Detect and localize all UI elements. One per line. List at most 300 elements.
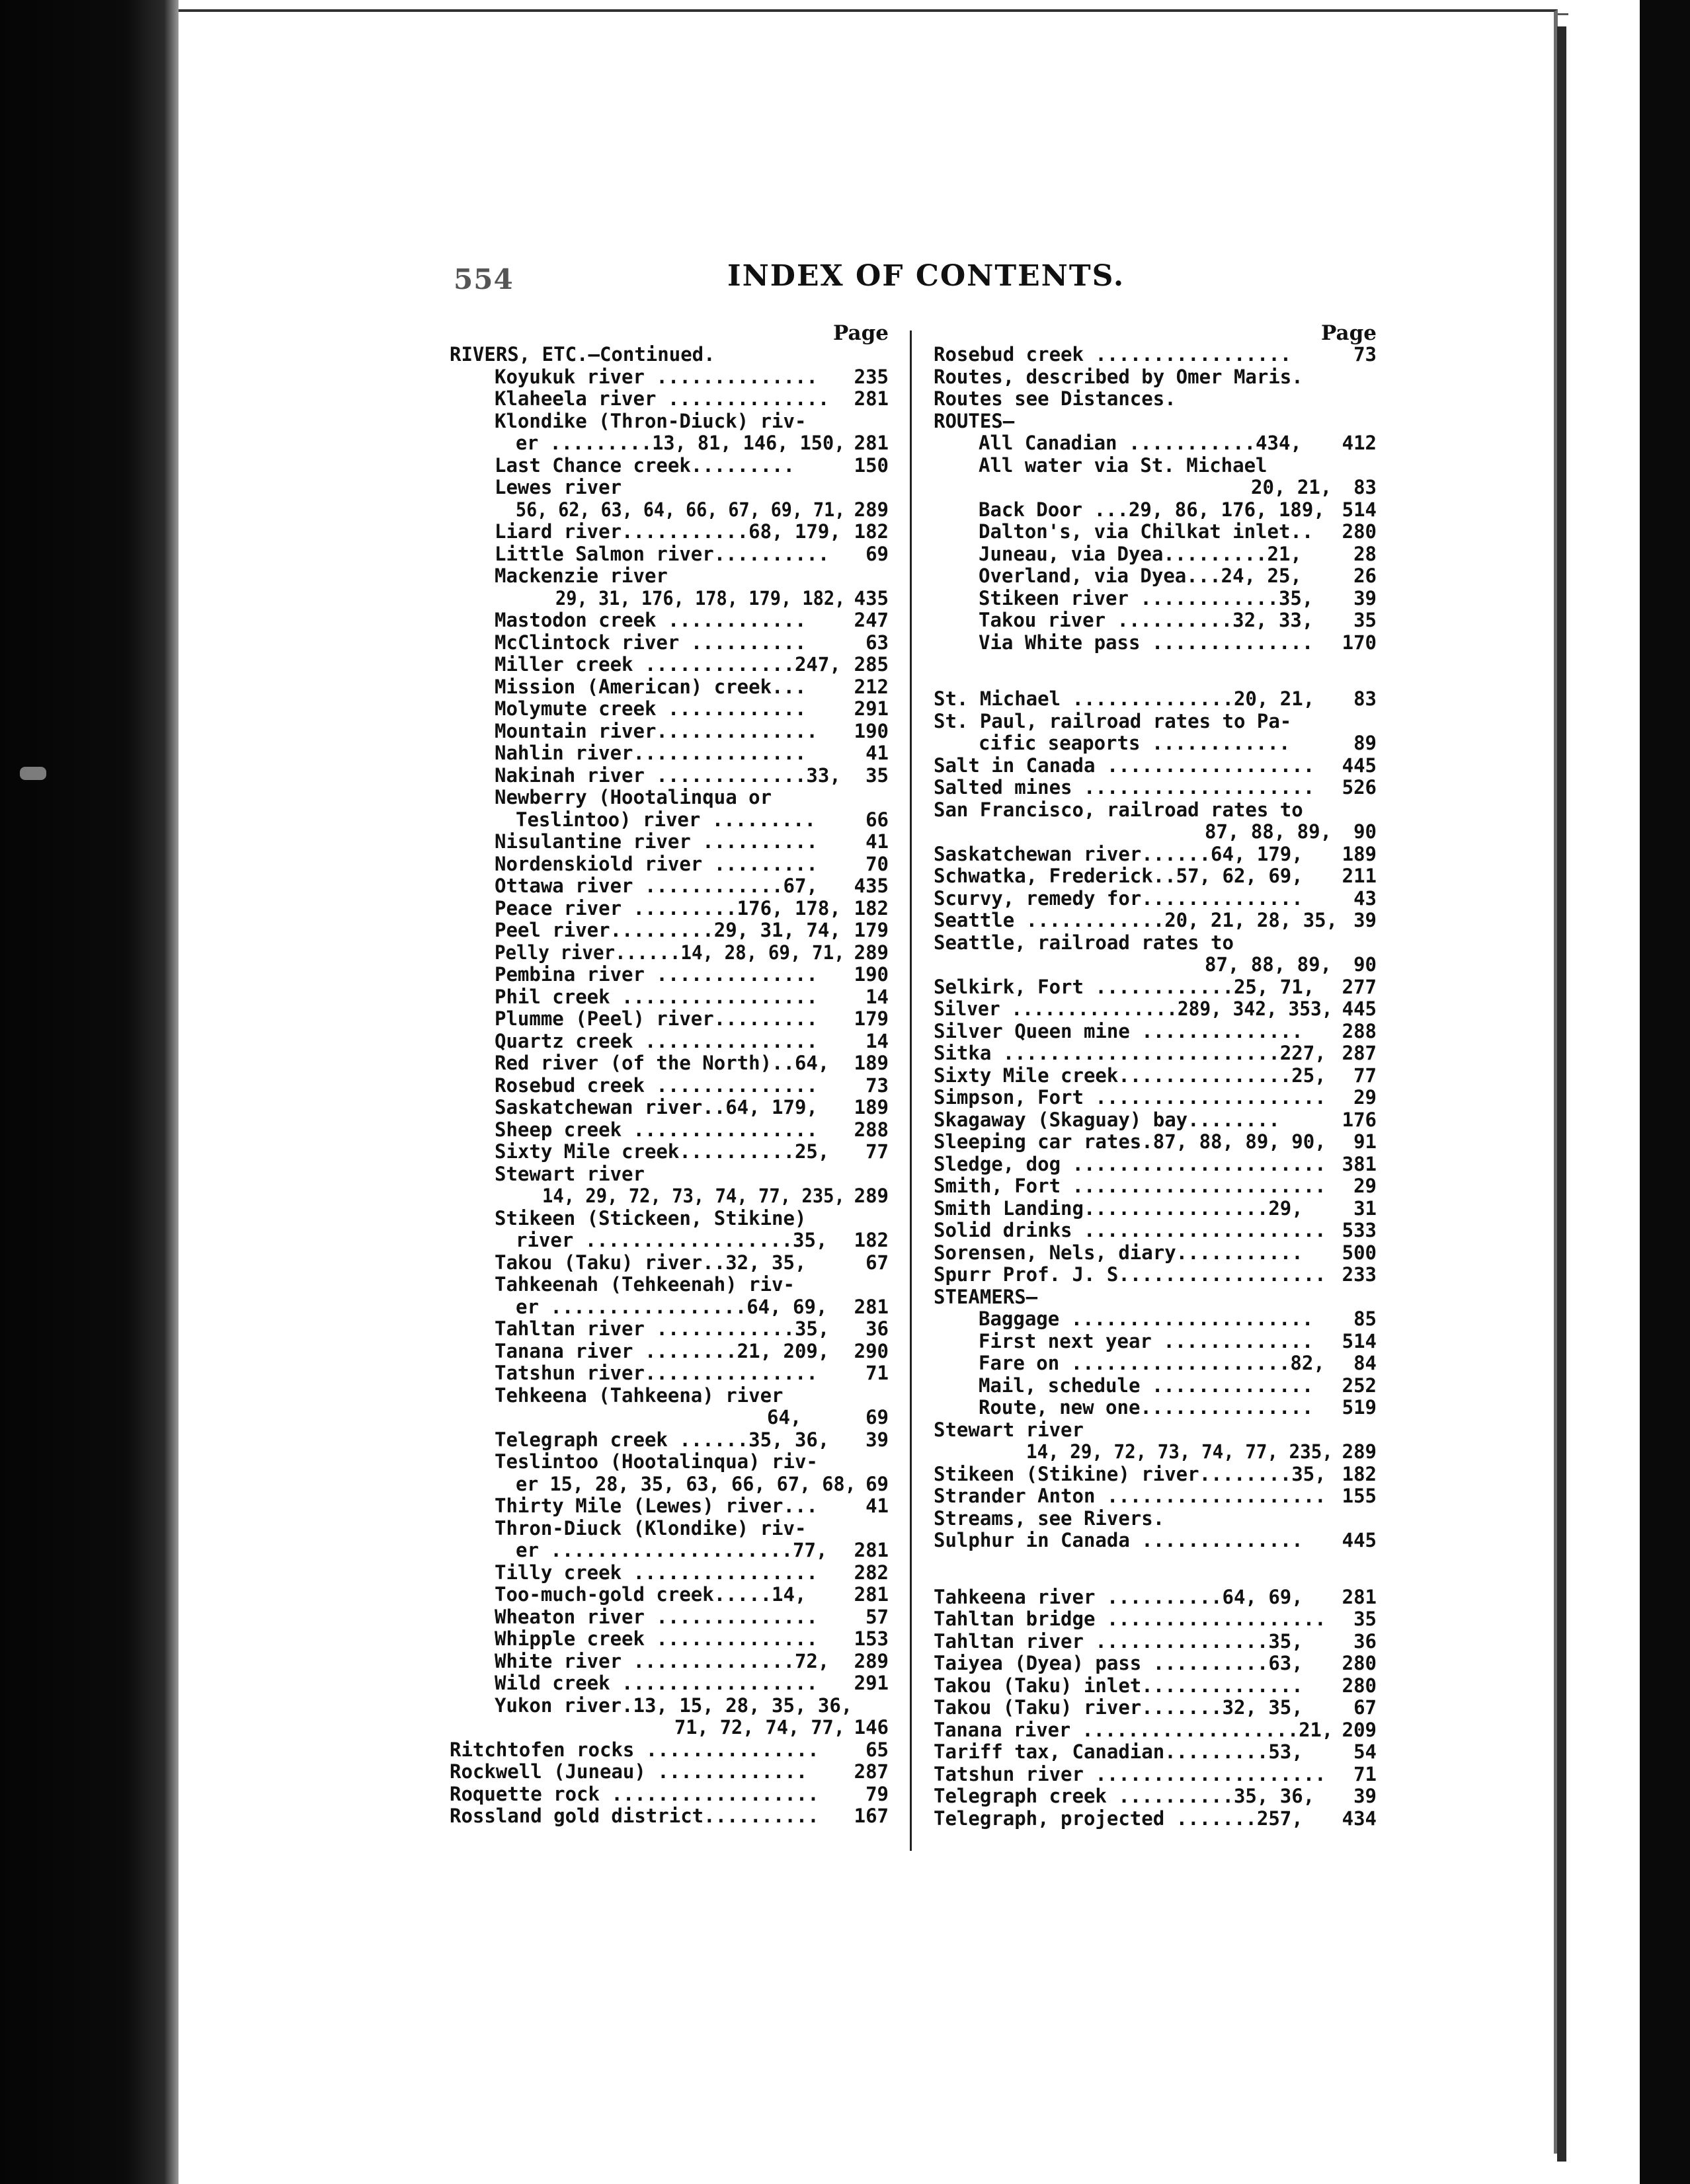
entry-page-ref: 69 [865,542,889,565]
index-entry [450,609,889,632]
entry-text: McClintock river .......... [495,631,807,654]
entry-page-ref: 69 [865,1406,889,1428]
index-entry [934,1508,1377,1530]
entry-page-ref: 179 [854,919,889,941]
index-entry [450,1075,889,1097]
index-entry [450,787,889,809]
entry-page-ref: 179 [854,1007,889,1030]
section-gap [934,654,1377,688]
index-entry [450,1341,889,1363]
index-entry [450,742,889,765]
index-entry [450,1385,889,1407]
index-entry-list [450,344,889,1828]
scan-speck [20,767,46,780]
entry-text: Sulphur in Canada .............. [934,1529,1303,1551]
index-entry [934,1485,1377,1508]
index-entry [450,1208,889,1230]
entry-text: Ottawa river ............67, [495,875,818,897]
entry-page-ref: 235 [854,365,889,388]
index-entry [450,676,889,699]
entry-page-ref: 155 [1342,1485,1377,1507]
index-entry [450,1229,889,1252]
entry-text: Tanana river ........21, 209, [495,1339,830,1362]
index-entry [450,898,889,920]
index-entry [934,1785,1377,1808]
index-entry [934,1220,1377,1242]
entry-page-ref: 85 [1353,1307,1377,1330]
entry-text: river ..................35, [516,1229,828,1251]
index-entry [450,1761,889,1783]
entry-page-ref: 211 [1342,865,1377,887]
entry-page-ref: 282 [854,1561,889,1584]
entry-text: Salted mines .................... [934,776,1315,799]
entry-page-ref: 412 [1342,432,1377,454]
entry-page-ref: 71 [865,1362,889,1384]
entry-page-ref: 233 [1342,1263,1377,1286]
index-entry [450,521,889,543]
index-entry [934,1441,1377,1463]
index-entry [450,1008,889,1031]
entry-page-ref: 289 [854,1185,889,1207]
entry-text: er 15, 28, 35, 63, 66, 67, 68, [516,1472,856,1495]
index-entry-list [934,344,1377,1830]
entry-page-ref: 29 [1353,1175,1377,1197]
entry-page-ref: 41 [865,1495,889,1517]
column-divider [910,331,912,1851]
entry-text: Tahltan river ............35, [495,1317,830,1340]
entry-text: Taiyea (Dyea) pass ..........63, [934,1652,1303,1674]
index-entry [450,1163,889,1186]
entry-text: Sixty Mile creek...............25, [934,1064,1326,1087]
entry-text: Takou (Taku) river..32, 35, [495,1251,807,1274]
index-entry [450,366,889,389]
entry-page-ref: 189 [854,1096,889,1118]
entry-page-ref: 514 [1342,498,1377,521]
index-entry [934,1608,1377,1631]
entry-text: Sledge, dog ...................... [934,1152,1326,1175]
entry-page-ref: 26 [1353,565,1377,587]
entry-page-ref: 281 [854,387,889,410]
index-entry [450,1185,889,1208]
entry-page-ref: 73 [865,1073,889,1097]
page-right-edge [1557,26,1566,2162]
entry-text: ROUTES— [934,409,1015,432]
entry-text: Saskatchewan river......64, 179, [934,842,1303,865]
entry-page-ref: 83 [1353,687,1377,710]
entry-page-ref: 39 [1353,1785,1377,1807]
entry-text: Tatshun river............... [495,1362,818,1384]
index-entry [934,1764,1377,1786]
entry-page-ref: 89 [1353,732,1377,754]
entry-page-ref: 281 [854,1539,889,1561]
entry-page-ref: 280 [1342,1652,1377,1674]
entry-text: Rockwell (Juneau) ............. [450,1760,808,1783]
entry-page-ref: 84 [1353,1352,1377,1374]
entry-page-ref: 285 [854,653,889,676]
entry-text: Mission (American) creek... [495,675,807,698]
index-entry [934,1042,1377,1065]
page-column-header: Page [833,321,889,345]
entry-page-ref: 287 [1342,1042,1377,1064]
index-entry [450,388,889,410]
entry-text: Mastodon creek ............ [495,609,807,631]
index-entry [450,1562,889,1584]
entry-text: Tilly creek ................ [495,1561,818,1584]
index-entry [934,1352,1377,1375]
entry-text: 87, 88, 89, [1205,820,1332,843]
index-entry [450,1052,889,1075]
index-entry [450,1451,889,1473]
entry-text: Phil creek ................. [495,985,818,1008]
entry-text: Skagaway (Skaguay) bay........ [934,1108,1280,1131]
entry-page-ref: 41 [865,742,889,764]
entry-text: Takou river ..........32, 33, [979,609,1314,631]
entry-text: Silver Queen mine .............. [934,1019,1303,1042]
entry-page-ref: 170 [1342,631,1377,654]
entry-text: Spurr Prof. J. S.................. [934,1263,1326,1286]
entry-page-ref: 91 [1353,1130,1377,1153]
index-entry [450,1739,889,1762]
entry-page-ref: 14 [865,985,889,1008]
index-entry [450,1318,889,1341]
index-entry [934,455,1377,477]
index-entry [934,976,1377,999]
entry-page-ref: 65 [865,1738,889,1761]
index-entry [450,588,889,610]
index-entry [450,1805,889,1828]
index-entry [450,565,889,588]
entry-text: er .........13, 81, 146, 150, [516,432,846,454]
entry-text: Selkirk, Fort ............25, 71, [934,975,1315,998]
entry-page-ref: 281 [854,1295,889,1318]
entry-page-ref: 54 [1353,1740,1377,1763]
entry-text: Klaheela river .............. [495,387,830,410]
index-entry [934,1675,1377,1697]
index-entry [450,831,889,853]
index-entry [934,1808,1377,1830]
entry-text: Too-much-gold creek.....14, [495,1583,807,1606]
index-entry [450,1252,889,1274]
entry-text: Strander Anton ................... [934,1485,1326,1507]
entry-text: Lewes river [495,476,622,498]
entry-text: Sixty Mile creek..........25, [495,1140,830,1163]
index-entry [934,432,1377,455]
index-entry [934,632,1377,654]
entry-page-ref: 277 [1342,975,1377,998]
index-entry [450,765,889,787]
entry-text: Routes, described by Omer Maris. [934,365,1303,388]
index-entry [450,1540,889,1562]
entry-text: Streams, see Rivers. [934,1506,1165,1530]
entry-text: 71, 72, 74, 77, [674,1716,845,1738]
index-entry [934,843,1377,866]
index-entry [934,1375,1377,1397]
entry-text: Telegraph creek ......35, 36, [495,1428,830,1451]
index-entry [934,477,1377,499]
index-entry [934,932,1377,955]
entry-text: Tehkeena (Tahkeena) river [495,1384,784,1407]
entry-page-ref: 434 [1342,1807,1377,1830]
index-entry [450,1651,889,1673]
entry-text: Seattle, railroad rates to [934,931,1234,954]
entry-page-ref: 43 [1353,886,1377,910]
entry-text: Seattle ............20, 21, 28, 35, [934,909,1338,931]
entry-page-ref: 41 [865,830,889,853]
index-entry [934,1264,1377,1286]
entry-text: cific seaports ............ [979,732,1291,754]
entry-text: Plumme (Peel) river......... [495,1007,818,1030]
entry-page-ref: 69 [865,1472,889,1495]
index-entry [450,1783,889,1806]
index-entry [450,1031,889,1053]
index-entry [934,565,1377,588]
index-entry [934,1331,1377,1353]
index-entry [934,821,1377,843]
entry-text: 20, 21, [1251,476,1332,498]
entry-page-ref: 281 [854,432,889,454]
entry-text: Liard river...........68, 179, [495,520,841,543]
entry-page-ref: 287 [854,1760,889,1783]
index-entry [934,732,1377,755]
entry-text: Nordenskiold river ......... [495,852,818,875]
entry-text: Telegraph creek ..........35, 36, [934,1785,1315,1807]
index-entry [450,1518,889,1540]
entry-page-ref: 77 [1353,1064,1377,1087]
entry-page-ref: 36 [1353,1629,1377,1653]
entry-page-ref: 146 [854,1716,889,1738]
entry-text: Stikeen (Stickeen, Stikine) [495,1206,807,1229]
index-entry [450,1141,889,1163]
index-entry [450,853,889,876]
entry-text: Mail, schedule .............. [979,1374,1314,1397]
entry-text: Takou (Taku) inlet.............. [934,1674,1303,1697]
entry-page-ref: 445 [1342,997,1377,1020]
page-column-header: Page [1321,321,1377,345]
entry-text: Tahkeenah (Tehkeenah) riv- [495,1273,795,1296]
index-entry [934,998,1377,1021]
entry-text: Dalton's, via Chilkat inlet.. [979,520,1314,543]
entry-page-ref: 288 [1342,1019,1377,1042]
entry-page-ref: 90 [1353,820,1377,843]
index-entry [934,1153,1377,1176]
index-entry [450,1672,889,1695]
index-entry [450,698,889,721]
index-entry [450,1717,889,1739]
page-title: INDEX OF CONTENTS. [727,259,1125,293]
entry-page-ref: 28 [1353,542,1377,565]
entry-text: Pelly river......14, 28, 69, 71, [495,941,845,964]
entry-text: Wild creek ................. [495,1672,818,1694]
entry-page-ref: 57 [865,1605,889,1628]
index-entry [450,964,889,986]
entry-text: Stewart river [495,1162,645,1185]
entry-text: First next year ............. [979,1329,1314,1352]
entry-text: Saskatchewan river..64, 179, [495,1096,818,1118]
entry-text: 64, [767,1406,802,1428]
entry-text: Peace river .........176, 178, [495,896,841,919]
entry-page-ref: 289 [854,941,889,964]
entry-text: Solid drinks ..................... [934,1219,1326,1241]
entry-page-ref: 83 [1353,476,1377,498]
entry-page-ref: 514 [1342,1329,1377,1352]
book-edge-shadow [1640,0,1690,2184]
index-entry [450,654,889,676]
book-gutter-shadow [0,0,179,2184]
index-entry [934,711,1377,733]
entry-text: Tahkeena river ..........64, 69, [934,1585,1303,1608]
entry-text: Tatshun river .................... [934,1762,1326,1785]
entry-page-ref: 66 [865,808,889,831]
entry-text: Telegraph, projected .......257, [934,1807,1303,1830]
entry-page-ref: 519 [1342,1396,1377,1419]
entry-page-ref: 35 [865,763,889,787]
entry-text: Molymute creek ............ [495,697,807,720]
entry-text: San Francisco, railroad rates to [934,798,1303,821]
index-entry [934,1065,1377,1087]
entry-page-ref: 533 [1342,1219,1377,1241]
entry-text: Little Salmon river.......... [495,542,830,565]
index-entry [450,410,889,433]
index-entry [450,1274,889,1296]
entry-text: Thirty Mile (Lewes) river... [495,1495,818,1517]
entry-page-ref: 182 [854,1229,889,1251]
index-entry [934,1463,1377,1486]
entry-page-ref: 381 [1342,1152,1377,1175]
index-entry [934,1719,1377,1742]
entry-page-ref: 290 [854,1339,889,1362]
entry-text: Tanana river ...................21, [934,1718,1334,1741]
index-entry [450,1473,889,1496]
index-entry [934,388,1377,410]
index-entry [450,1296,889,1319]
entry-page-ref: 150 [854,453,889,477]
entry-text: Route, new one............... [979,1396,1314,1419]
entry-text: Mackenzie river [495,565,668,587]
index-entry [934,1586,1377,1609]
index-entry [450,1119,889,1142]
entry-page-ref: 77 [865,1140,889,1163]
entry-text: Quartz creek ............... [495,1029,818,1052]
entry-text: Juneau, via Dyea.........21, [979,542,1302,565]
index-entry [450,809,889,832]
entry-text: 14, 29, 72, 73, 74, 77, 235, [1026,1440,1333,1463]
entry-text: Miller creek .............247, [495,653,841,676]
entry-text: Mountain river.............. [495,719,818,742]
entry-page-ref: 39 [865,1428,889,1451]
index-entry [450,1429,889,1452]
index-entry [934,1308,1377,1331]
index-entry [450,344,889,366]
entry-page-ref: 79 [865,1782,889,1805]
entry-page-ref: 73 [1353,343,1377,366]
entry-text: Simpson, Fort .................... [934,1086,1326,1109]
index-entry [934,755,1377,777]
entry-text: Rossland gold district.......... [450,1805,819,1827]
entry-text: Stewart river [934,1418,1084,1441]
index-entry [934,410,1377,433]
entry-text: 29, 31, 176, 178, 179, 182, [555,586,846,609]
entry-page-ref: 289 [1342,1440,1377,1463]
entry-text: Back Door ...29, 86, 176, 189, [979,498,1325,521]
index-entry [934,609,1377,632]
entry-text: Smith, Fort ...................... [934,1175,1326,1197]
entry-page-ref: 35 [1353,1608,1377,1630]
entry-page-ref: 67 [1353,1696,1377,1719]
entry-page-ref: 190 [854,719,889,742]
entry-text: er .................64, 69, [516,1295,828,1318]
index-entry [450,1695,889,1717]
entry-text: St. Paul, railroad rates to Pa- [934,709,1292,732]
entry-text: All Canadian ...........434, [979,432,1302,454]
entry-page-ref: 189 [1342,842,1377,865]
index-entry [934,1419,1377,1442]
index-entry [934,543,1377,566]
index-entry [450,432,889,455]
index-entry [934,1087,1377,1109]
index-entry [450,543,889,566]
entry-text: Koyukuk river .............. [495,365,818,388]
entry-page-ref: 14 [865,1029,889,1052]
entry-page-ref: 190 [854,963,889,986]
entry-text: Silver ...............289, 342, 353, [934,997,1333,1020]
entry-text: STEAMERS— [934,1285,1038,1308]
entry-text: Stikeen river ............35, [979,586,1314,609]
entry-text: Pembina river .............. [495,963,818,986]
index-entry [934,1198,1377,1220]
entry-page-ref: 435 [854,875,889,897]
index-entry [450,1584,889,1606]
entry-text: Fare on ...................82, [979,1352,1325,1374]
index-entry [934,1653,1377,1675]
entry-page-ref: 280 [1342,520,1377,543]
index-entry [450,455,889,477]
entry-page-ref: 445 [1342,1529,1377,1551]
entry-text: Thron-Diuck (Klondike) riv- [495,1516,807,1540]
index-entry [934,865,1377,888]
entry-text: Overland, via Dyea...24, 25, [979,565,1302,587]
entry-text: St. Michael ..............20, 21, [934,687,1315,710]
entry-text: Wheaton river .............. [495,1605,818,1628]
entry-text: Smith Landing................29, [934,1196,1303,1220]
index-entry [934,1021,1377,1043]
entry-page-ref: 291 [854,697,889,720]
index-entry [934,1109,1377,1132]
entry-page-ref: 63 [865,631,889,654]
entry-text: 87, 88, 89, [1205,953,1332,976]
index-entry [934,1242,1377,1265]
entry-text: Yukon river.13, 15, 28, 35, 36, [495,1694,853,1717]
entry-text: Rosebud creek ................. [934,343,1292,366]
index-entry [450,499,889,522]
entry-text: Sorensen, Nels, diary........... [934,1241,1303,1264]
entry-page-ref: 247 [854,609,889,631]
entry-page-ref: 39 [1353,586,1377,609]
index-entry [450,1606,889,1629]
index-entry [934,1631,1377,1653]
entry-text: Rosebud creek .............. [495,1073,818,1097]
entry-page-ref: 526 [1342,776,1377,799]
entry-page-ref: 291 [854,1672,889,1694]
entry-page-ref: 35 [1353,609,1377,631]
page-number: 554 [454,263,514,295]
entry-page-ref: 167 [854,1805,889,1827]
entry-text: RIVERS, ETC.—Continued. [450,343,715,366]
entry-page-ref: 252 [1342,1374,1377,1397]
index-entry [450,986,889,1009]
entry-page-ref: 71 [1353,1762,1377,1785]
index-entry [450,721,889,743]
entry-page-ref: 281 [854,1583,889,1606]
